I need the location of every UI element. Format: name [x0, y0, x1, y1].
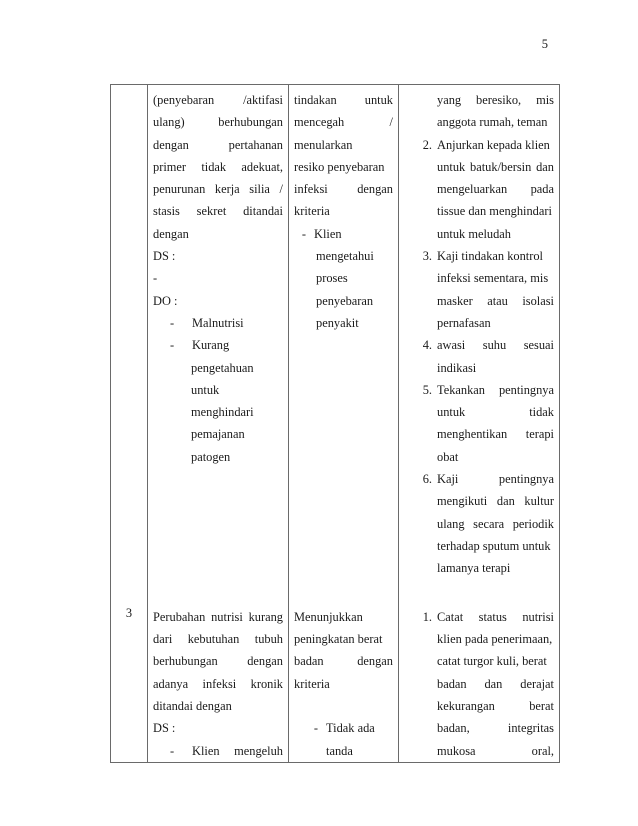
intervention-line: badan dan derajat: [437, 676, 554, 691]
goal-cell: [289, 85, 399, 602]
diagnosis-line: (penyebaran /aktifasi: [153, 93, 283, 107]
criteria-text: proses: [316, 271, 348, 286]
criteria-text: penyakit: [316, 315, 359, 330]
number-cell: [111, 85, 148, 602]
page-number: 5: [541, 37, 548, 51]
ds-item: [153, 740, 283, 762]
intervention-line: anggota rumah, teman: [437, 115, 548, 130]
intervention-line: lamanya terapi: [437, 561, 511, 576]
bullet: -: [301, 226, 307, 241]
criteria-text: mengetahui: [316, 249, 374, 264]
intervention-line: terhadap sputum untuk: [437, 538, 551, 553]
bullet: -: [170, 315, 175, 330]
goal-line: infeksi dengan: [294, 182, 393, 197]
item-number: 1.: [422, 609, 432, 624]
intervention-item: [404, 245, 554, 334]
diagnosis-line: dengan: [153, 226, 189, 241]
intervention-line: awasi suhu sesuai: [437, 338, 554, 353]
intervention-line: Kaji tindakan kontrol: [437, 249, 543, 264]
criteria-text: tanda: [326, 743, 353, 758]
intervention-item: [404, 468, 554, 579]
bullet: -: [313, 721, 319, 736]
row-number: 3: [125, 605, 133, 620]
goal-cell: [289, 602, 399, 763]
item-number: 6.: [422, 472, 432, 487]
diagnosis-line: Perubahan nutrisi kurang: [153, 609, 283, 624]
do-item: [153, 334, 283, 356]
intervention-line: catat turgor kuli, berat: [437, 654, 547, 669]
intervention-cell: [399, 85, 560, 602]
diagnosis-line: dengan pertahanan: [153, 137, 283, 152]
diagnosis-line: ulang) berhubungan: [153, 115, 283, 130]
intervention-item: [404, 334, 554, 379]
do-item-text: Kurang: [192, 338, 230, 353]
diagnosis-line: stasis sekret ditandai: [153, 204, 283, 219]
diagnosis-line: penurunan kerja silia /: [153, 182, 283, 197]
criteria-item: [294, 223, 393, 245]
do-item-text: Malnutrisi: [192, 315, 244, 330]
diagnosis-line: adanya infeksi kronik: [153, 676, 283, 691]
ds-label: DS :: [153, 721, 176, 736]
intervention-line: ulang secara periodik: [437, 516, 554, 531]
table-row: [111, 85, 560, 602]
intervention-line: untuk tidak: [437, 405, 554, 420]
criteria-text: Tidak ada: [326, 721, 375, 736]
intervention-line: mengeluarkan pada: [437, 182, 554, 197]
intervention-line: pernafasan: [437, 315, 491, 330]
goal-line: tindakan untuk: [294, 93, 393, 107]
do-item-text: pengetahuan: [191, 360, 254, 375]
do-item-text: untuk: [191, 382, 220, 397]
do-item-text: patogen: [191, 449, 231, 464]
intervention-line: masker atau isolasi: [437, 293, 554, 308]
criteria-text: penyebaran: [316, 293, 374, 308]
intervention-line: yang beresiko, mis: [437, 93, 554, 107]
diagnosis-cell: [148, 85, 289, 602]
bullet: -: [170, 743, 175, 758]
diagnosis-line: berhubungan dengan: [153, 654, 283, 669]
intervention-item: [404, 606, 554, 762]
diagnosis-line: dari kebutuhan tubuh: [153, 632, 283, 647]
intervention-line: Tekankan pentingnya: [437, 382, 554, 397]
item-number: 4.: [422, 338, 432, 353]
intervention-cell: [399, 602, 560, 763]
intervention-line: tissue dan menghindari: [437, 204, 552, 219]
goal-line: mencegah /: [294, 115, 393, 130]
intervention-line: klien pada penerimaan,: [437, 632, 553, 647]
intervention-item: [404, 134, 554, 245]
goal-line: menularkan: [294, 137, 353, 152]
bullet: -: [170, 338, 175, 353]
intervention-line: untuk batuk/bersin dan: [437, 159, 554, 174]
do-item: [153, 312, 283, 334]
do-item-text: pemajanan: [191, 427, 245, 442]
criteria-text: Klien: [314, 226, 342, 241]
intervention-line: Anjurkan kepada klien: [437, 137, 550, 152]
row-number: [111, 85, 147, 89]
goal-line: badan dengan: [294, 654, 393, 669]
ds-item-text: Klien mengeluh: [192, 743, 283, 758]
intervention-line: menghentikan terapi: [437, 427, 554, 442]
item-number: 3.: [422, 249, 432, 264]
intervention-line: badan, integritas: [437, 721, 554, 736]
intervention-line: mukosa oral,: [437, 743, 554, 758]
intervention-line: untuk meludah: [437, 226, 511, 241]
goal-line: Menunjukkan: [294, 609, 363, 624]
intervention-line: infeksi sementara, mis: [437, 271, 549, 286]
item-number: 5.: [422, 382, 432, 397]
ds-label: DS :: [153, 249, 176, 264]
criteria-item: [294, 717, 393, 739]
intervention-line: Catat status nutrisi: [437, 609, 554, 624]
diagnosis-cell: [148, 602, 289, 763]
ds-item: -: [153, 271, 158, 286]
table-row: [111, 602, 560, 763]
number-cell: [111, 602, 148, 763]
goal-line: kriteria: [294, 204, 330, 219]
nursing-care-table: [110, 84, 560, 763]
intervention-line: Kaji pentingnya: [437, 472, 554, 487]
intervention-lead: [404, 89, 554, 134]
intervention-item: [404, 379, 554, 468]
do-label: DO :: [153, 293, 178, 308]
intervention-line: mengikuti dan kultur: [437, 494, 554, 509]
intervention-line: indikasi: [437, 360, 477, 375]
goal-line: kriteria: [294, 676, 330, 691]
goal-line: peningkatan berat: [294, 632, 383, 647]
intervention-line: kekurangan berat: [437, 699, 554, 714]
item-number: 2.: [422, 137, 432, 152]
diagnosis-line: primer tidak adekuat,: [153, 159, 283, 174]
diagnosis-line: ditandai dengan: [153, 699, 232, 714]
do-item-text: menghindari: [191, 405, 254, 420]
goal-line: resiko penyebaran: [294, 159, 385, 174]
intervention-line: obat: [437, 449, 459, 464]
